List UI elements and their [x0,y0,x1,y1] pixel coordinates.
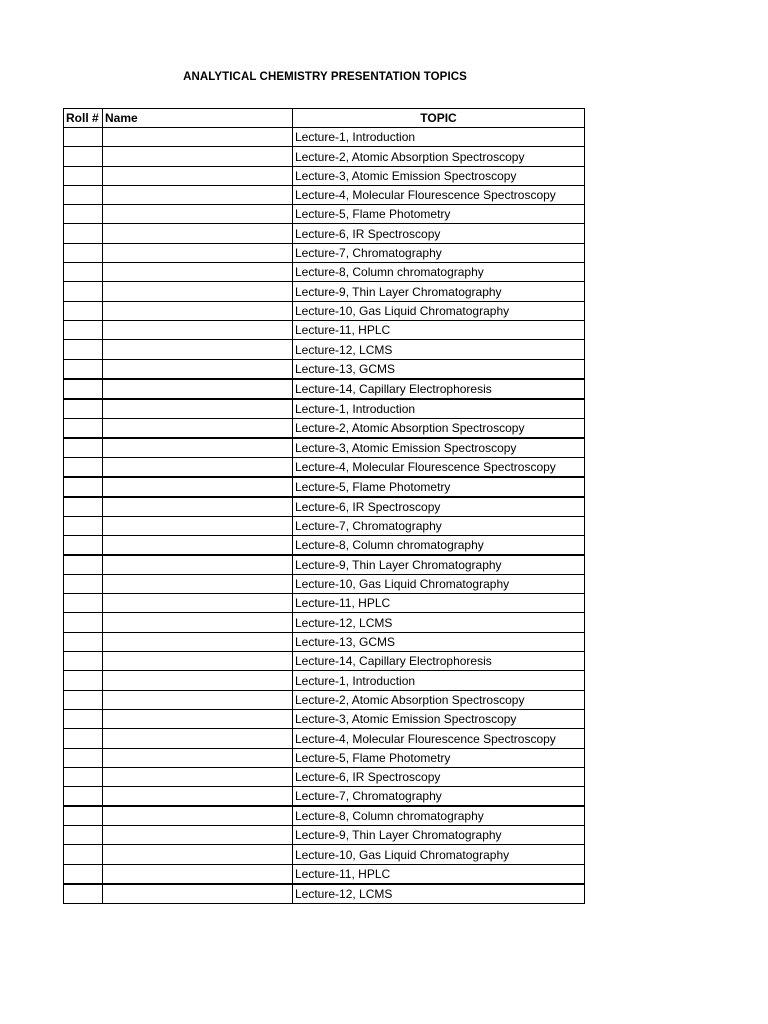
name-cell [103,243,293,262]
roll-cell [64,709,103,728]
table-row [64,301,585,320]
topic-cell: Lecture-8, Column chromatography [293,535,585,555]
topic-cell: Lecture-13, GCMS [293,632,585,651]
topic-cell: Lecture-6, IR Spectroscopy [293,224,585,243]
table-row [64,457,585,477]
topic-cell: Lecture-2, Atomic Absorption Spectroscopy [293,147,585,166]
roll-cell [64,379,103,399]
roll-cell [64,632,103,651]
table-row [64,438,585,458]
table-row [64,399,585,419]
topic-cell: Lecture-1, Introduction [293,671,585,690]
name-cell [103,282,293,301]
topic-cell: Lecture-2, Atomic Absorption Spectroscopy [293,690,585,709]
roll-cell [64,185,103,204]
column-header-topic: TOPIC [293,109,585,128]
name-cell [103,477,293,497]
roll-cell [64,243,103,262]
name-cell [103,845,293,864]
name-cell [103,205,293,224]
name-cell [103,263,293,282]
roll-cell [64,613,103,632]
table-row [64,787,585,807]
table-row [64,477,585,497]
name-cell [103,787,293,807]
table-row [64,748,585,767]
name-cell [103,147,293,166]
name-cell [103,748,293,767]
roll-cell [64,555,103,575]
roll-cell [64,574,103,593]
roll-cell [64,864,103,884]
roll-cell [64,147,103,166]
topic-cell: Lecture-4, Molecular Flourescence Spectroscopy [293,457,585,477]
name-cell [103,767,293,786]
column-header-name: Name [103,109,293,128]
name-cell [103,185,293,204]
topic-cell: Lecture-10, Gas Liquid Chromatography [293,845,585,864]
name-cell [103,884,293,904]
topic-cell: Lecture-9, Thin Layer Chromatography [293,555,585,575]
topic-cell: Lecture-2, Atomic Absorption Spectroscopy [293,418,585,438]
topic-cell: Lecture-8, Column chromatography [293,806,585,826]
name-cell [103,574,293,593]
name-cell [103,516,293,535]
table-row [64,128,585,147]
roll-cell [64,359,103,379]
table-row [64,243,585,262]
table-row [64,690,585,709]
table-row [64,845,585,864]
name-cell [103,457,293,477]
topic-cell: Lecture-12, LCMS [293,613,585,632]
roll-cell [64,457,103,477]
table-row [64,340,585,359]
roll-cell [64,729,103,748]
roll-cell [64,340,103,359]
topic-cell: Lecture-4, Molecular Flourescence Spectroscopy [293,729,585,748]
roll-cell [64,535,103,555]
table-row [64,632,585,651]
topic-cell: Lecture-1, Introduction [293,399,585,419]
presentation-topics-table [63,108,585,904]
table-row [64,516,585,535]
table-row [64,574,585,593]
roll-cell [64,399,103,419]
topic-cell: Lecture-7, Chromatography [293,516,585,535]
roll-cell [64,418,103,438]
roll-cell [64,884,103,904]
table-row [64,147,585,166]
name-cell [103,613,293,632]
roll-cell [64,652,103,671]
topic-cell: Lecture-14, Capillary Electrophoresis [293,652,585,671]
table-row [64,884,585,904]
topic-cell: Lecture-12, LCMS [293,884,585,904]
roll-cell [64,826,103,845]
topic-cell: Lecture-3, Atomic Emission Spectroscopy [293,166,585,185]
name-cell [103,864,293,884]
table-body [64,128,585,904]
name-cell [103,359,293,379]
roll-cell [64,301,103,320]
topic-cell: Lecture-5, Flame Photometry [293,477,585,497]
roll-cell [64,438,103,458]
name-cell [103,379,293,399]
topic-cell: Lecture-13, GCMS [293,359,585,379]
table-row [64,594,585,613]
name-cell [103,671,293,690]
table-row [64,864,585,884]
roll-cell [64,767,103,786]
table-row [64,652,585,671]
roll-cell [64,516,103,535]
table-row [64,497,585,517]
topic-cell: Lecture-11, HPLC [293,320,585,339]
name-cell [103,438,293,458]
name-cell [103,594,293,613]
table-row [64,224,585,243]
roll-cell [64,263,103,282]
name-cell [103,320,293,339]
roll-cell [64,845,103,864]
table-row [64,418,585,438]
roll-cell [64,224,103,243]
table-row [64,535,585,555]
topic-cell: Lecture-7, Chromatography [293,243,585,262]
table-row [64,613,585,632]
roll-cell [64,320,103,339]
roll-cell [64,594,103,613]
topic-cell: Lecture-10, Gas Liquid Chromatography [293,301,585,320]
table-row [64,709,585,728]
topic-cell: Lecture-11, HPLC [293,864,585,884]
roll-cell [64,166,103,185]
name-cell [103,224,293,243]
name-cell [103,555,293,575]
name-cell [103,690,293,709]
topic-cell: Lecture-4, Molecular Flourescence Spectroscopy [293,185,585,204]
roll-cell [64,477,103,497]
roll-cell [64,787,103,807]
name-cell [103,301,293,320]
table-row [64,282,585,301]
roll-cell [64,205,103,224]
table-row [64,555,585,575]
table-row [64,166,585,185]
name-cell [103,535,293,555]
name-cell [103,632,293,651]
name-cell [103,340,293,359]
topic-cell: Lecture-14, Capillary Electrophoresis [293,379,585,399]
topic-cell: Lecture-7, Chromatography [293,787,585,807]
table-row [64,379,585,399]
topic-cell: Lecture-12, LCMS [293,340,585,359]
topic-cell: Lecture-8, Column chromatography [293,263,585,282]
table-row [64,806,585,826]
table-row [64,729,585,748]
name-cell [103,826,293,845]
topic-cell: Lecture-11, HPLC [293,594,585,613]
table-row [64,767,585,786]
table-row [64,826,585,845]
topic-cell: Lecture-3, Atomic Emission Spectroscopy [293,438,585,458]
topic-cell: Lecture-1, Introduction [293,128,585,147]
roll-cell [64,671,103,690]
topic-cell: Lecture-6, IR Spectroscopy [293,767,585,786]
page-title: ANALYTICAL CHEMISTRY PRESENTATION TOPICS [183,71,467,83]
table-row [64,320,585,339]
roll-cell [64,806,103,826]
table-row [64,185,585,204]
roll-cell [64,128,103,147]
name-cell [103,652,293,671]
topic-cell: Lecture-6, IR Spectroscopy [293,497,585,517]
topic-cell: Lecture-3, Atomic Emission Spectroscopy [293,709,585,728]
name-cell [103,497,293,517]
topic-cell: Lecture-5, Flame Photometry [293,748,585,767]
roll-cell [64,497,103,517]
topic-cell: Lecture-5, Flame Photometry [293,205,585,224]
name-cell [103,166,293,185]
topic-cell: Lecture-9, Thin Layer Chromatography [293,282,585,301]
name-cell [103,709,293,728]
roll-cell [64,690,103,709]
name-cell [103,399,293,419]
name-cell [103,128,293,147]
name-cell [103,418,293,438]
roll-cell [64,282,103,301]
table-row [64,671,585,690]
name-cell [103,729,293,748]
name-cell [103,806,293,826]
table-header-row [64,109,585,128]
table-row [64,205,585,224]
roll-cell [64,748,103,767]
column-header-roll: Roll # [64,109,103,128]
topic-cell: Lecture-9, Thin Layer Chromatography [293,826,585,845]
table-row [64,263,585,282]
table-row [64,359,585,379]
topic-cell: Lecture-10, Gas Liquid Chromatography [293,574,585,593]
